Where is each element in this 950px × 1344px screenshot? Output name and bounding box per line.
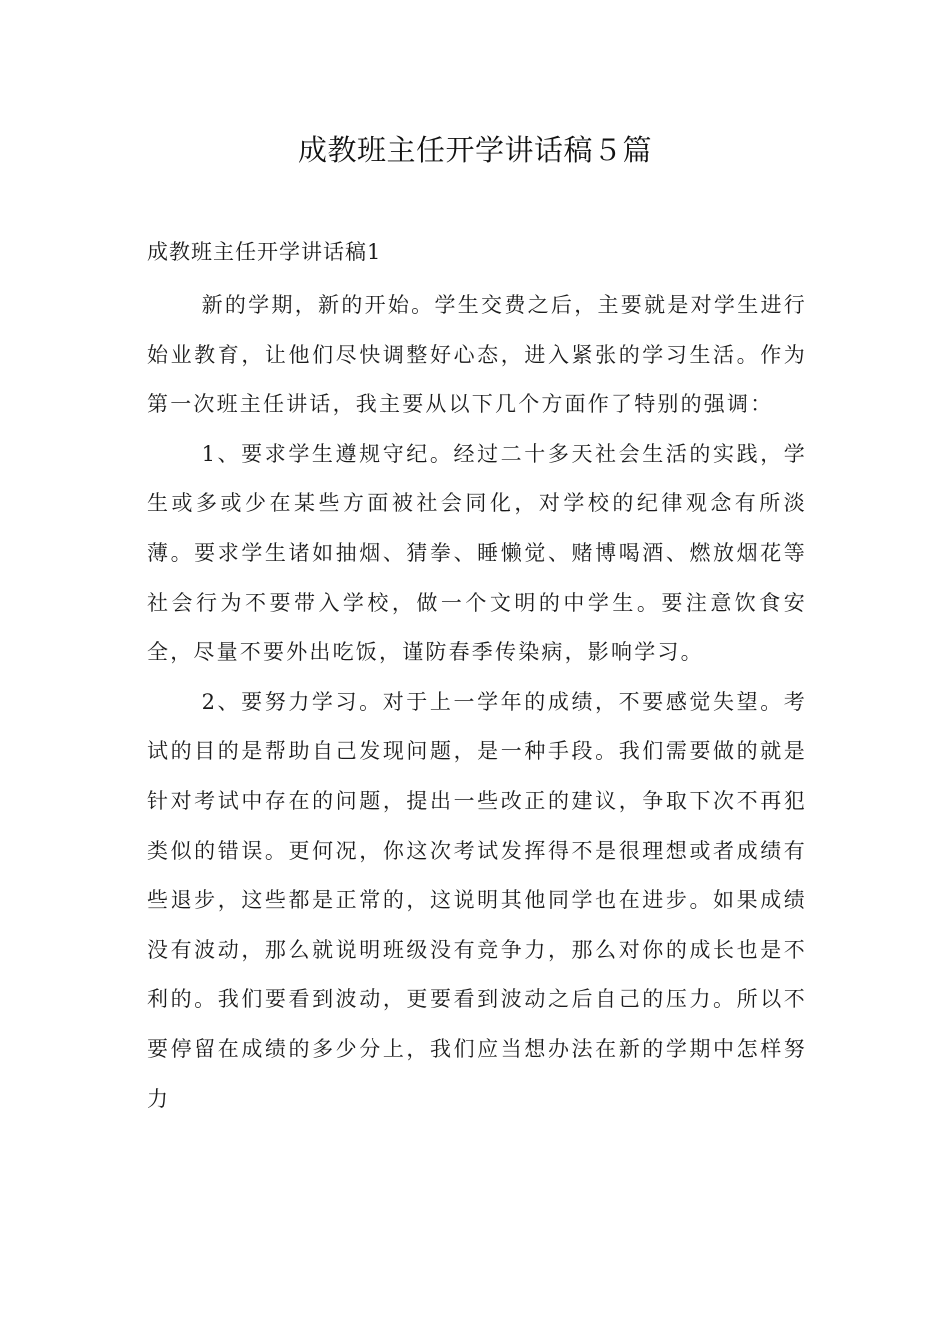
document-title: 成教班主任开学讲话稿５篇 xyxy=(297,133,652,167)
paragraph-intro: 新的学期，新的开始。学生交费之后，主要就是对学生进行始业教育，让他们尽快调整好心态，进入紧张的学习生活。作为第一次班主任讲话，我主要从以下几个方面作了特别的强调： xyxy=(147,293,807,417)
section-heading: 成教班主任开学讲话稿1 xyxy=(147,240,382,264)
paragraph-point-2: 2、要努力学习。对于上一学年的成绩，不要感觉失望。考试的目的是帮助自己发现问题，是一种手段。我们需要做的就是针对考试中存在的问题，提出一些改正的建议，争取下次不再犯类似的错误。更何况，你这次考试发挥得不是很理想或者成绩有些退步，这些都是正常的，这说明其他同学也在进步。如果成绩没有波动，那么就说明班级没有竞争力，那么对你的成长也是不利的。我们要看到波动，更要看到波动之后自己的压力。所以不要停留在成绩的多少分上，我们应当想办法在新的学期中怎样努力 xyxy=(147,689,807,1111)
paragraph-point-1: 1、要求学生遵规守纪。经过二十多天社会生活的实践，学生或多或少在某些方面被社会同化，对学校的纪律观念有所淡薄。要求学生诸如抽烟、猜拳、睡懒觉、赌博喝酒、燃放烟花等社会行为不要带入学校，做一个文明的中学生。要注意饮食安全，尽量不要外出吃饭，谨防春季传染病，影响学习。 xyxy=(147,441,807,665)
document-body xyxy=(147,281,807,1124)
